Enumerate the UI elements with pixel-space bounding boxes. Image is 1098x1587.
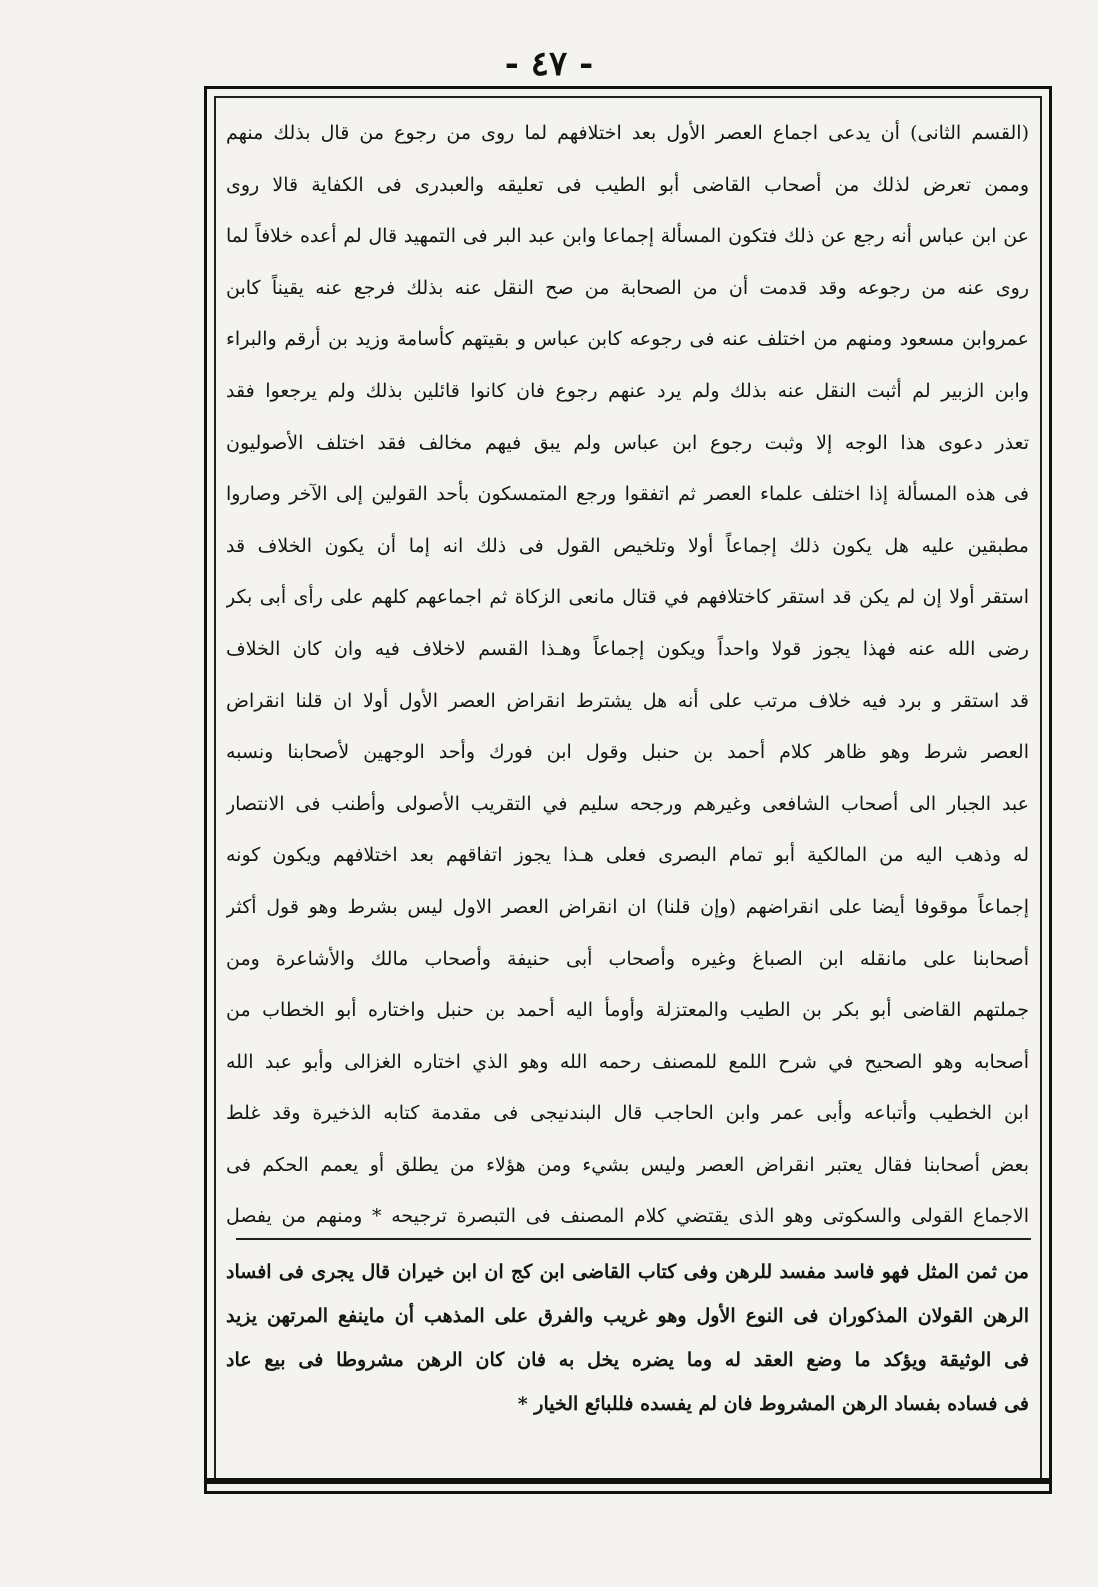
main-text-line: له وذهب اليه من المالكية أبو تمام البصرى فعلى هـذا يجوز اتفاقهم بعد اختلافهم ويكون كونه [226,844,1029,867]
main-text-line: بعض أصحابنا فقال يعتبر انقراض العصر وليس بشيء ومن هؤلاء من يطلق أو يعمم الحكم فى [226,1153,1029,1176]
main-text-line: (القسم الثانى) أن يدعى اجماع العصر الأول بعد اختلافهم لما روى من رجوع من قال بذلك منهم [226,122,1029,144]
main-text-line: رضى الله عنه فهذا يجوز قولا واحداً ويكون إجماعاً وهـذا القسم لاخلاف فيه وان كان الخلاف [226,637,1029,660]
main-text-line: أصحابنا على مانقله ابن الصباغ وغيره وأصحاب أبى حنيفة وأصحاب مالك والأشاعرة ومن [226,947,1029,970]
main-text-line: أصحابه وهو الصحيح في شرح اللمع للمصنف رحمه الله وهو الذي اختاره الغزالى وأبو عبد الله [226,1050,1029,1073]
main-text-line: ابن الخطيب وأتباعه وأبى عمر وابن الحاجب قال البندنيجى فى مقدمة كتابه الذخيرة وقد غلط [226,1102,1029,1125]
main-text-line: الاجماع القولى والسكوتى وهو الذى يقتضي كلام المصنف فى التبصرة ترجيحه * ومنهم من يفصل [226,1205,1029,1228]
footnote-separator [236,1238,1031,1240]
main-text-line: جملتهم القاضى أبو بكر بن الطيب والمعتزلة وأومأ اليه أحمد بن حنبل واختاره أبو الخطاب من [226,999,1029,1022]
main-text-line: عمروابن مسعود ومنهم من اختلف عنه فى رجوعه كابن عباس و بقيتهم كأسامة وزيد بن أرقم والبراء [226,328,1029,351]
footnote-block [226,1250,1029,1426]
main-text-line: وممن تعرض لذلك من أصحاب القاضى أبو الطيب فى تعليقه والعبدرى فى الكفاية قالا روى [226,173,1029,196]
main-text-line: قد استقر و برد فيه خلاف مرتب على أنه هل يشترط انقراض العصر الأول أولا ان قلنا انقراض [226,689,1029,712]
main-text-block [226,108,1029,1243]
main-text-line: عبد الجبار الى أصحاب الشافعى وغيرهم ورجحه سليم في التقريب الأصولى وأطنب فى الانتصار [226,792,1029,815]
page-number: - ٤٧ - [504,44,594,84]
footnote-line: الرهن القولان المذكوران فى النوع الأول وهو غريب والفرق على المذهب أن ماينفع المرتهن يزيد [226,1305,1029,1327]
main-text-line: تعذر دعوى هذا الوجه إلا وثبت رجوع ابن عباس ولم يبق فيهم مخالف فقد اختلف الأصوليون [226,431,1029,454]
footnote-line: فى الوثيقة ويؤكد ما وضع العقد له وما يضره يخل به فان كان الرهن مشروطا فى بيع عاد [226,1349,1029,1371]
main-text-line: استقر أولا إن لم يكن قد استقر كاختلافهم في قتال مانعى الزكاة ثم اجماعهم كلهم على رأى أبى بكر [226,586,1029,609]
main-text-line: فى هذه المسألة إذا اختلف علماء العصر ثم اتفقوا ورجع المتمسكون بأحد القولين إلى الآخر وصاروا [226,483,1029,506]
main-text-line: روى عنه من رجوعه وقد قدمت أن من الصحابة من صح النقل عنه بذلك فرجع عنه يقيناً كابن [226,276,1029,299]
main-text-line: العصر شرط وهو ظاهر كلام أحمد بن حنبل وقول ابن فورك وأحد الوجهين لأصحابنا ونسبه [226,741,1029,764]
main-text-line: وابن الزبير لم أثبت النقل عنه بذلك ولم يرد عنهم رجوع فان كانوا قائلين بذلك ولم يرجعوا فقد [226,379,1029,402]
main-text-line: إجماعاً موقوفا أيضا على انقراضهم (وإن قلنا) ان انقراض العصر الاول ليس بشرط وهو قول أكثر [226,895,1029,918]
footnote-line: من ثمن المثل فهو فاسد مفسد للرهن وفى كتاب القاضى ابن كج ان ابن خيران قال يجرى فى افساد [226,1261,1029,1283]
main-text-line: عن ابن عباس أنه رجع عن ذلك فتكون المسألة إجماعا وابن عبد البر فى التمهيد قال لم أعده خلافاً لما [226,225,1029,248]
footnote-line: فى فساده بفساد الرهن المشروط فان لم يفسده فللبائع الخيار * [517,1393,1029,1415]
main-text-line: مطبقين عليه هل يكون ذلك إجماعاً أولا وتلخيص القول فى ذلك انه إما أن يكون الخلاف قد [226,534,1029,557]
page-frame-bottom-rule [204,1478,1052,1484]
